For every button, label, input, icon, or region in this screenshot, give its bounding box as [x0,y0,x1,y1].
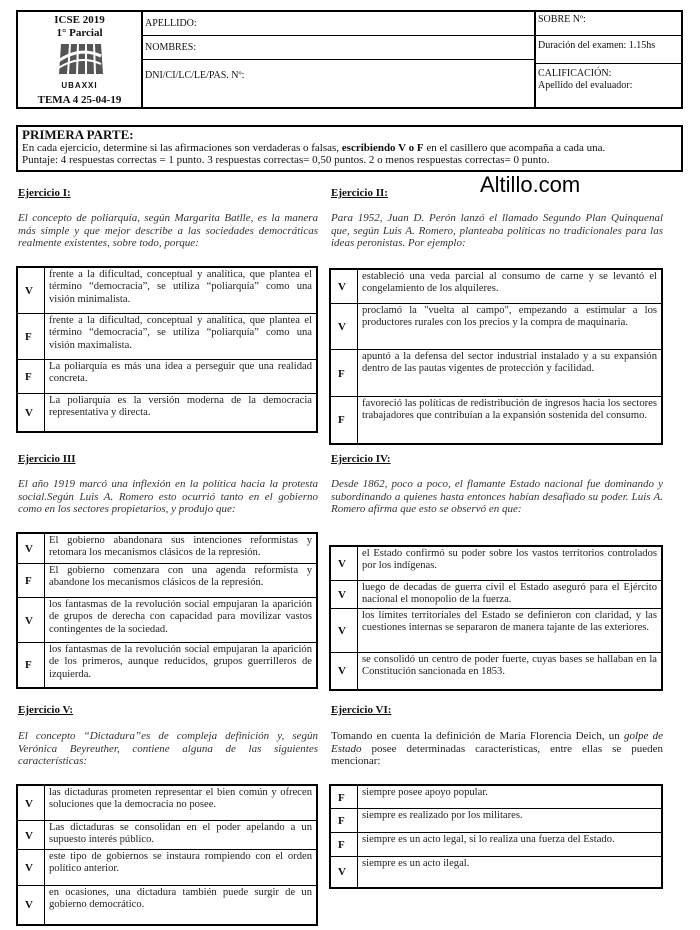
answer-box[interactable] [18,564,45,597]
answer-table [16,784,318,926]
statement-text: los límites territoriales del Estado se definieron con claridad, y las cuestiones internas se separaron de manera tajante de las exteriores. [362,610,657,634]
answer-box[interactable] [18,394,45,431]
statement-text: El gobierno abandonara sus intenciones reformistas y retomara los mecanismos clásicos de la represión. [49,535,312,559]
answer-box[interactable] [331,653,358,689]
answer-box[interactable] [331,350,358,396]
answer-box[interactable] [18,598,45,642]
dni-field[interactable]: DNI/CI/LC/LE/PAS. Nº: [145,70,245,81]
statement-text: las dictaduras prometen representar el bien común y ofrecen soluciones que la democracia no posee. [49,787,312,811]
exercise-title: Ejercicio II: [331,187,388,199]
statement-row [331,786,661,809]
answer-box[interactable] [18,643,45,687]
statement-text: los fantasmas de la revolución social empujaran la aparición de los primeros, aunque reducidos, grupos guerrilleros de izquierda. [49,644,312,680]
statement-row [18,314,316,360]
calificacion-field[interactable]: CALIFICACIÓN: Apellido del evaluador: [538,68,633,91]
statement-row [331,609,661,653]
statement-row [18,564,316,598]
answer-table [329,784,663,889]
answer-mark: V [25,614,33,627]
exam-info [534,12,681,107]
answer-mark: V [338,558,346,570]
answer-box[interactable] [18,886,45,924]
statement-text: siempre posee apoyo popular. [362,787,488,798]
answer-box[interactable] [18,314,45,359]
statement-row [331,547,661,581]
answer-table [16,266,318,433]
answer-mark: V [25,899,33,911]
answer-box[interactable] [18,360,45,393]
duracion-label: Duración del examen: 1.15hs [534,36,681,64]
exercise-prompt: Tomando en cuenta la definición de María Florencia Deich, un golpe de Estado posee determinadas características, entre ellas se pueden mencionar: [331,730,663,767]
statement-row [18,268,316,314]
answer-mark: F [338,815,345,827]
statement-text: estableció una veda parcial al consumo de carne y se levantó el congelamiento de los alquileres. [362,271,657,295]
answer-mark: F [25,371,32,383]
statement-row [18,598,316,643]
sobre-field[interactable]: SOBRE Nº: [534,12,681,36]
statement-row [331,397,661,443]
statement-text: proclamó la "vuelta al campo", empezando a estimular a los productores rurales con los precios y la compra de maquinaria. [362,305,657,329]
statement-row [331,653,661,689]
student-fields [141,12,536,107]
answer-box[interactable] [331,581,358,608]
tema-label: TEMA 4 25-04-19 [37,94,122,106]
statement-text: se consolidó un centro de poder fuerte, cuyas bases se hallaban en la Constitución sancionada en 1853. [362,654,657,678]
answer-box[interactable] [18,268,45,313]
statement-row [18,850,316,886]
exercise-prompt: Desde 1862, poco a poco, el flamante Estado nacional fue dominando y subordinando a quienes hasta entonces habían desafiado su poder. Luis A. Romero afirma que esto se observó en que: [331,478,663,515]
answer-box[interactable] [331,857,358,887]
answer-mark: V [25,543,33,555]
answer-box[interactable] [18,786,45,820]
statement-text: La poliarquía es más una idea a perseguir que una realidad concreta. [49,361,312,385]
answer-mark: V [25,829,33,842]
statement-row [18,394,316,431]
statement-row [331,857,661,887]
ubaxxi-logo-icon [55,42,103,80]
apellido-field[interactable]: APELLIDO: [141,12,534,36]
statement-text: frente a la dificultad, conceptual y analítica, que plantea el término “democracia”, se utiliza “poliarquía” como una visión minimalista. [49,269,312,305]
statement-text: favoreció las políticas de redistribución de ingresos hacia los sectores trabajadores que contribuían a la expansión sostenida del consumo. [362,398,657,422]
answer-box[interactable] [331,270,358,303]
statement-row [18,886,316,924]
answer-box[interactable] [18,821,45,849]
scoring-line: Puntaje: 4 respuestas correctas = 1 punto. 3 respuestas correctas= 0,50 puntos. 2 o menos respuestas correctas= 0 punto. [22,154,550,166]
statement-text: siempre es un acto ilegal. [362,858,470,869]
answer-mark: V [25,406,33,419]
answer-mark: V [25,862,33,874]
statement-text: La poliarquía es la versión moderna de la democracia representativa y directa. [49,395,312,419]
statement-row [331,350,661,397]
answer-box[interactable] [18,534,45,563]
answer-mark: V [25,285,33,297]
statement-row [18,360,316,394]
exercise-title: Ejercicio V: [18,704,74,716]
statement-text: apuntó a la defensa del sector industrial instalado y a su expansión dentro de las pautas vigentes de protección y facilidad. [362,351,657,375]
instructions-line: En cada ejercicio, determine si las afirmaciones son verdaderas o falsas, escribiendo V o F en el casillero que acompaña a cada una. [22,142,606,154]
exercise-title: Ejercicio IV: [331,453,391,465]
answer-box[interactable] [331,833,358,856]
statement-row [18,643,316,687]
exercise-prompt: El concepto “Dictadura”es de compleja definición y, según Verónica Beyreuther, contiene alguna de las siguientes características: [18,730,318,767]
answer-box[interactable] [331,786,358,808]
statement-text: siempre es un acto legal, si lo realiza una fuerza del Estado. [362,834,615,845]
answer-mark: F [338,839,345,851]
statement-text: el Estado confirmó su poder sobre los vastos territorios controlados por los indígenas. [362,548,657,572]
statement-text: Las dictaduras se consolidan en el poder apelando a un supuesto interés público. [49,822,312,846]
answer-table [329,545,663,691]
answer-mark: V [338,589,346,601]
answer-mark: F [25,575,32,587]
answer-mark: V [338,321,346,333]
watermark: Altillo.com [480,172,581,197]
answer-mark: F [338,791,345,804]
answer-mark: F [338,414,345,426]
statement-text: los fantasmas de la revolución social empujaran la aparición de grupos de derecha con capacidad para movilizar vastos contingentes de la sociedad. [49,599,312,635]
exercise-prompt: El año 1919 marcó una inflexión en la política hacia la protesta social.Según Luis A. Romero esto ocurrió tanto en el gobierno como en los sectores propietarios, y produjo que: [18,478,318,515]
answer-table [329,268,663,445]
statement-text: frente a la dificultad, conceptual y analítica, que plantea el término “democracia”, se utiliza “poliarquía” como una visión maximalista. [49,315,312,351]
instructions-box [16,125,683,172]
answer-box[interactable] [331,609,358,652]
header-logo-cell [18,12,143,107]
statement-text: El gobierno comenzara con una agenda reformista y abandone los mecanismos clásicos de la represión. [49,565,312,589]
nombres-field[interactable]: NOMBRES: [141,36,534,60]
exam-label: 1° Parcial [56,27,103,39]
exam-header [16,10,683,109]
answer-mark: V [25,797,33,810]
logo-text: UBAXXI [61,81,98,90]
exercise-prompt: Para 1952, Juan D. Perón lanzó el llamado Segundo Plan Quinquenal que, según Luis A. Romero, planteaba políticas no tradicionales para las ideas peronistas. Por ejemplo: [331,212,663,249]
answer-box[interactable] [331,547,358,580]
answer-box[interactable] [331,397,358,443]
exercise-prompt: El concepto de poliarquía, según Margarita Batlle, es la manera más simple y que mejor describe a las sociedades democráticas realmente existentes, sobre todo, porque: [18,212,318,249]
statement-row [331,304,661,350]
answer-box[interactable] [331,809,358,832]
statement-row [18,786,316,821]
answer-mark: V [338,866,346,878]
course-label: ICSE 2019 [54,14,105,26]
answer-table [16,532,318,689]
statement-row [331,581,661,609]
answer-mark: F [338,367,345,380]
answer-box[interactable] [331,304,358,349]
statement-row [18,821,316,850]
answer-mark: F [25,659,32,671]
exercise-title: Ejercicio VI: [331,704,392,716]
answer-mark: F [25,331,32,343]
exercise-title: Ejercicio III [18,453,76,465]
answer-mark: V [338,281,346,293]
statement-row [331,809,661,833]
statement-row [331,270,661,304]
exercise-title: Ejercicio I: [18,187,71,199]
answer-mark: V [338,625,346,637]
statement-row [331,833,661,857]
statement-row [18,534,316,564]
section-title: PRIMERA PARTE: [22,127,134,142]
answer-mark: V [338,665,346,677]
statement-text: siempre es realizado por los militares. [362,810,523,821]
statement-text: en ocasiones, una dictadura también puede surgir de un gobierno democrático. [49,887,312,911]
statement-text: este tipo de gobiernos se instaura rompiendo con el orden político anterior. [49,851,312,875]
answer-box[interactable] [18,850,45,885]
statement-text: luego de decadas de guerra civil el Estado aseguró para el Ejército nacional el monopolio de la fuerza. [362,582,657,606]
